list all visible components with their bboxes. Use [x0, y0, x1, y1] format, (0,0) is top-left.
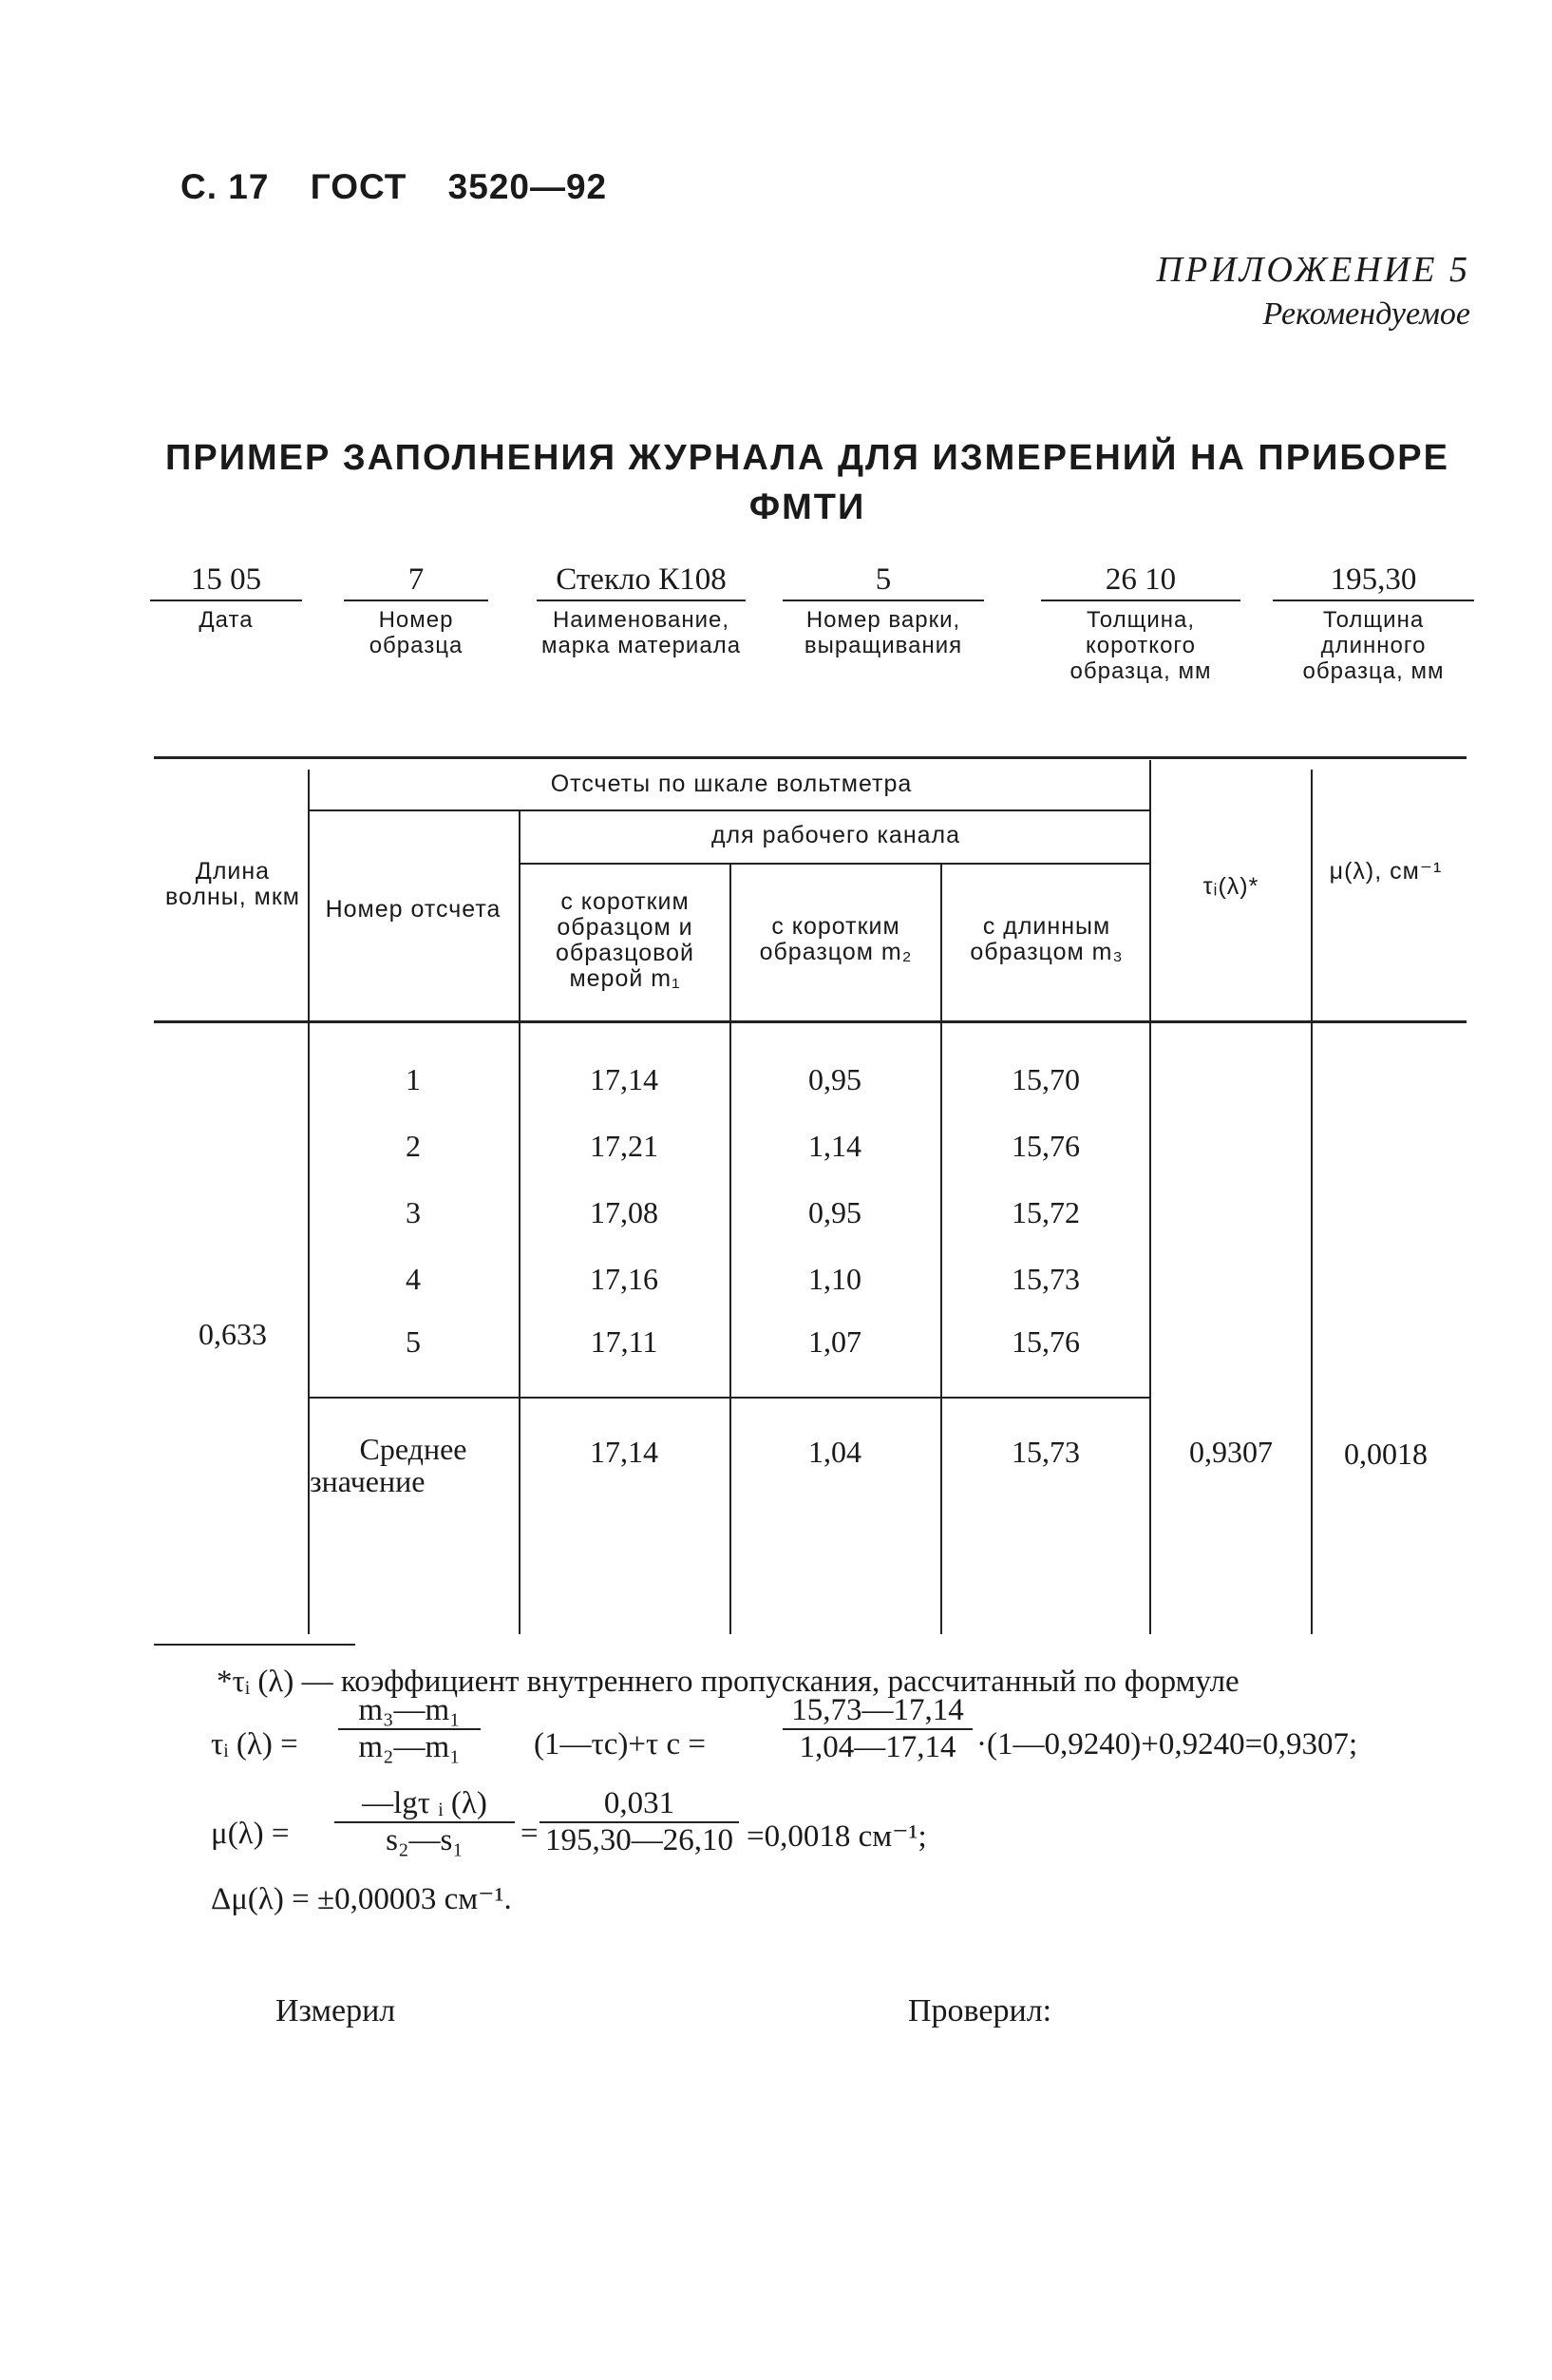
- group-rule: [310, 809, 1149, 811]
- page-header: [180, 167, 637, 207]
- cell-m2: 1,10: [808, 1262, 861, 1296]
- field-sample-number: [344, 562, 488, 658]
- measured-by-label: Измерил: [275, 1993, 396, 2028]
- appendix-status: Рекомендуемое: [1262, 296, 1470, 332]
- cell-m3: 15,72: [1012, 1195, 1080, 1229]
- mu-formula-rhs: =0,0018 см⁻¹;: [747, 1819, 927, 1854]
- page-number: С. 17: [180, 167, 270, 206]
- fraction-numerator: 15,73—17,14: [783, 1693, 973, 1730]
- cell-m2: 0,95: [808, 1195, 861, 1229]
- field-caption: Дата: [199, 607, 254, 633]
- mu-formula-lhs: μ(λ) =: [211, 1817, 290, 1851]
- delta-mu-formula: Δμ(λ) = ±0,00003 см⁻¹.: [211, 1882, 512, 1916]
- cell-m3: 15,76: [1012, 1324, 1080, 1359]
- field-melt-number: [783, 562, 984, 658]
- cell-m2: 0,95: [808, 1062, 861, 1096]
- field-value: 15 05: [150, 562, 302, 601]
- header-voltmeter: Отсчеты по шкале вольтметра: [550, 771, 913, 797]
- cell-mean-label: [310, 1433, 517, 1497]
- field-caption: Номер варки, выращивания: [804, 607, 963, 658]
- mu-formula-eq: =: [520, 1817, 539, 1851]
- tau-formula-mid: (1—τc)+τ c =: [534, 1727, 707, 1761]
- fraction-numerator: 0,031: [539, 1786, 739, 1823]
- appendix-title: ПРИЛОЖЕНИЕ 5: [1156, 250, 1470, 290]
- col-rule-1: [308, 770, 310, 1634]
- field-caption: Номер образца: [369, 607, 464, 658]
- field-short-thickness: [1041, 562, 1240, 684]
- cell-m2: 1,07: [808, 1324, 861, 1359]
- header-m1: с коротким образцом и образцовой мерой m₁: [555, 888, 695, 992]
- cell-m1: 17,16: [590, 1262, 658, 1296]
- header-m2: с коротким образцом m₂: [759, 913, 913, 965]
- field-caption: Толщина, короткого образца, мм: [1069, 607, 1212, 684]
- field-value: 26 10: [1041, 562, 1240, 601]
- fraction-numerator: m₃—m₁: [338, 1693, 481, 1730]
- fraction-denominator: m₂—m₁: [358, 1730, 461, 1764]
- fraction-numerator: —lgτ ᵢ (λ): [334, 1786, 515, 1823]
- field-caption: Наименование, марка материала: [540, 607, 742, 658]
- fraction-denominator: s₂—s₁: [386, 1823, 464, 1857]
- tau-formula-fraction2: [783, 1693, 973, 1765]
- field-long-thickness: [1273, 562, 1474, 684]
- field-date: [150, 562, 302, 633]
- header-working-channel: для рабочего канала: [710, 822, 961, 848]
- cell-reading: 2: [406, 1129, 421, 1163]
- header-m3: с длинным образцом m₃: [970, 913, 1124, 965]
- cell-wavelength: 0,633: [199, 1317, 267, 1351]
- cell-mean-mu: 0,0018: [1344, 1437, 1428, 1471]
- field-value: Стекло К108: [537, 562, 746, 601]
- tau-formula-fraction1: [338, 1693, 481, 1765]
- cell-mean-m1: 17,14: [590, 1435, 658, 1469]
- cell-mean-tau: 0,9307: [1189, 1435, 1273, 1469]
- cell-reading: 3: [406, 1195, 421, 1229]
- cell-m1: 17,21: [590, 1129, 658, 1163]
- cell-m3: 15,76: [1012, 1129, 1080, 1163]
- footnote-text: *τᵢ (λ) — коэффициент внутреннего пропускания, рассчитанный по формуле: [217, 1665, 1240, 1699]
- col-rule-6: [1311, 770, 1313, 1634]
- mu-formula-fraction1: [334, 1786, 515, 1858]
- mean-label-line2: значение: [310, 1464, 426, 1498]
- cell-reading: 5: [406, 1324, 421, 1359]
- cell-reading: 1: [406, 1062, 421, 1096]
- header-wavelength: Длина волны, мкм: [165, 858, 300, 910]
- appendix-block: [1157, 249, 1470, 333]
- footnote-rule: [154, 1644, 355, 1646]
- field-value: 7: [344, 562, 488, 601]
- col-rule-4: [940, 865, 942, 1634]
- header-mu: μ(λ), см⁻¹: [1329, 858, 1443, 885]
- cell-m3: 15,70: [1012, 1062, 1080, 1096]
- tau-formula-lhs: τᵢ (λ) =: [211, 1727, 298, 1761]
- mu-formula-fraction2: [539, 1786, 739, 1858]
- checked-by-label: Проверил:: [908, 1993, 1052, 2028]
- field-value: 5: [783, 562, 984, 601]
- header-tau: τᵢ(λ)*: [1202, 873, 1259, 900]
- field-material: [537, 562, 746, 658]
- cell-mean-m3: 15,73: [1012, 1435, 1080, 1469]
- field-caption: Толщина длинного образца, мм: [1302, 607, 1445, 684]
- gost-number: 3520—92: [447, 167, 608, 206]
- fraction-denominator: 1,04—17,14: [799, 1730, 956, 1764]
- title-line-2: ФМТИ: [748, 487, 866, 527]
- field-value: 195,30: [1273, 562, 1474, 601]
- cell-mean-m2: 1,04: [808, 1435, 861, 1469]
- col-rule-5: [1149, 760, 1151, 1634]
- cell-m3: 15,73: [1012, 1262, 1080, 1296]
- header-reading-number: Номер отсчета: [325, 896, 502, 923]
- cell-reading: 4: [406, 1262, 421, 1296]
- table-top-rule: [154, 756, 1467, 759]
- col-rule-3: [729, 865, 731, 1634]
- cell-m1: 17,14: [590, 1062, 658, 1096]
- col-rule-2: [519, 809, 520, 1634]
- document-title: [142, 433, 1472, 532]
- tau-formula-rhs: ·(1—0,9240)+0,9240=0,9307;: [976, 1727, 1358, 1761]
- cell-m1: 17,11: [590, 1324, 658, 1359]
- cell-m2: 1,14: [808, 1129, 861, 1163]
- subgroup-rule: [519, 863, 1149, 865]
- fraction-denominator: 195,30—26,10: [545, 1823, 733, 1857]
- gost-label: ГОСТ: [310, 167, 407, 206]
- title-line-1: ПРИМЕР ЗАПОЛНЕНИЯ ЖУРНАЛА ДЛЯ ИЗМЕРЕНИЙ НА ПРИБОРЕ: [165, 438, 1449, 478]
- header-bottom-rule: [154, 1020, 1467, 1023]
- mean-label-line1: Среднее: [359, 1432, 467, 1466]
- cell-m1: 17,08: [590, 1195, 658, 1229]
